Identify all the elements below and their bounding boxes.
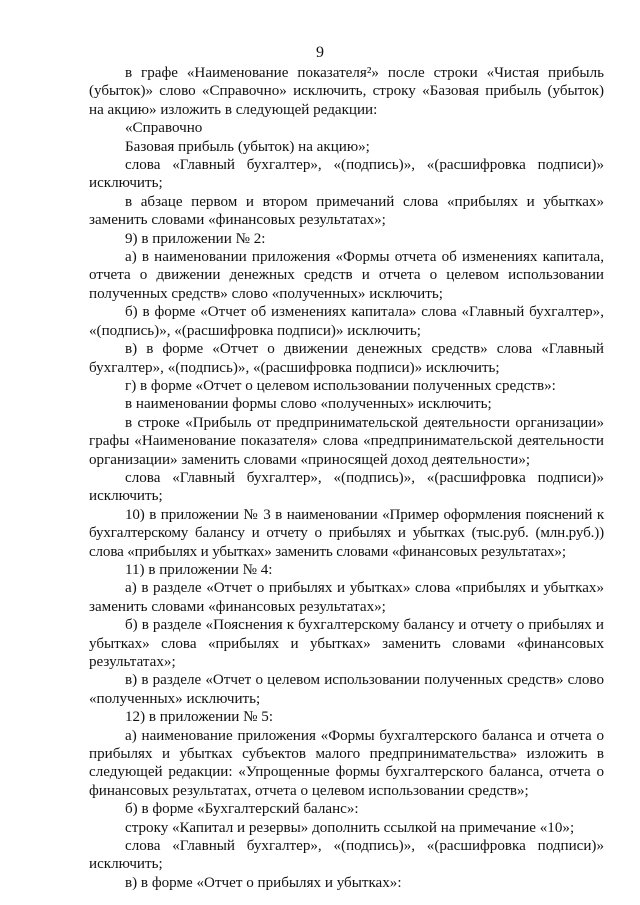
paragraph: а) в разделе «Отчет о прибылях и убытках» слова «прибылях и убытках» заменить словами «финансовых результатах»; [89, 580, 604, 615]
paragraph: в) в разделе «Отчет о целевом использовании полученных средств» слово «полученных» исключить; [89, 672, 604, 707]
paragraph: слова «Главный бухгалтер», «(подпись)», «(расшифровка подписи)» исключить; [89, 838, 604, 873]
paragraph: г) в форме «Отчет о целевом использовании полученных средств»: [125, 377, 556, 394]
paragraph: 11) в приложении № 4: [125, 561, 273, 578]
paragraph: строку «Капитал и резервы» дополнить ссылкой на примечание «10»; [125, 819, 575, 836]
paragraph: слова «Главный бухгалтер», «(подпись)», «(расшифровка подписи)» исключить; [89, 157, 604, 192]
document-body [89, 64, 604, 892]
paragraph: в строке «Прибыль от предпринимательской деятельности организации» графы «Наименование показателя» слова «предпринимательской деятельности организации» заменить словами «приносящей доход деятельности»; [89, 414, 604, 468]
paragraph: слова «Главный бухгалтер», «(подпись)», «(расшифровка подписи)» исключить; [89, 469, 604, 505]
paragraph: 12) в приложении № 5: [125, 709, 274, 726]
paragraph: в абзаце первом и втором примечаний слова «прибылях и убытках» заменить словами «финансовых результатах»; [89, 193, 604, 229]
paragraph: «Справочно [125, 120, 203, 137]
paragraph: в графе «Наименование показателя²» после строки «Чистая прибыль (убыток)» слово «Справочно» исключить, строку «Базовая прибыль (убыток) на акцию» изложить в следующей редакции: [89, 65, 604, 118]
paragraph: б) в форме «Бухгалтерский баланс»: [125, 801, 359, 818]
paragraph: 10) в приложении № 3 в наименовании «Пример оформления пояснений к бухгалтерскому балансу и отчету о прибылях и убытках (тыс.руб. (млн.руб.)) слова «прибылях и убытках» заменить словами «финансовых результатах»; [89, 506, 604, 560]
page-number: 9 [316, 44, 324, 61]
paragraph: б) в разделе «Пояснения к бухгалтерскому балансу и отчету о прибылях и убытках» слова «прибылях и убытках» заменить словами «финансовых результатах»; [89, 617, 604, 670]
paragraph: в) в форме «Отчет о прибылях и убытках»: [125, 874, 402, 891]
paragraph: б) в форме «Отчет об изменениях капитала» слова «Главный бухгалтер», «(подпись)», «(расшифровка подписи)» исключить; [89, 304, 604, 339]
paragraph: в наименовании формы слово «полученных» исключить; [125, 396, 492, 413]
paragraph: в) в форме «Отчет о движении денежных средств» слова «Главный бухгалтер», «(подпись)», «(расшифровка подписи)» исключить; [89, 341, 604, 376]
paragraph: а) в наименовании приложения «Формы отчета об изменениях капитала, отчета о движении денежных средств и отчета о целевом использовании полученных средств» слово «полученных» исключить; [89, 249, 604, 302]
paragraph: Базовая прибыль (убыток) на акцию»; [125, 138, 370, 155]
paragraph: а) наименование приложения «Формы бухгалтерского баланса и отчета о прибылях и убытках субъектов малого предпринимательства» изложить в следующей редакции: «Упрощенные формы бухгалтерского баланса, отчета о финансовых результатах, отчета о целевом использовании средств»; [89, 727, 604, 799]
paragraph: 9) в приложении № 2: [125, 230, 266, 247]
